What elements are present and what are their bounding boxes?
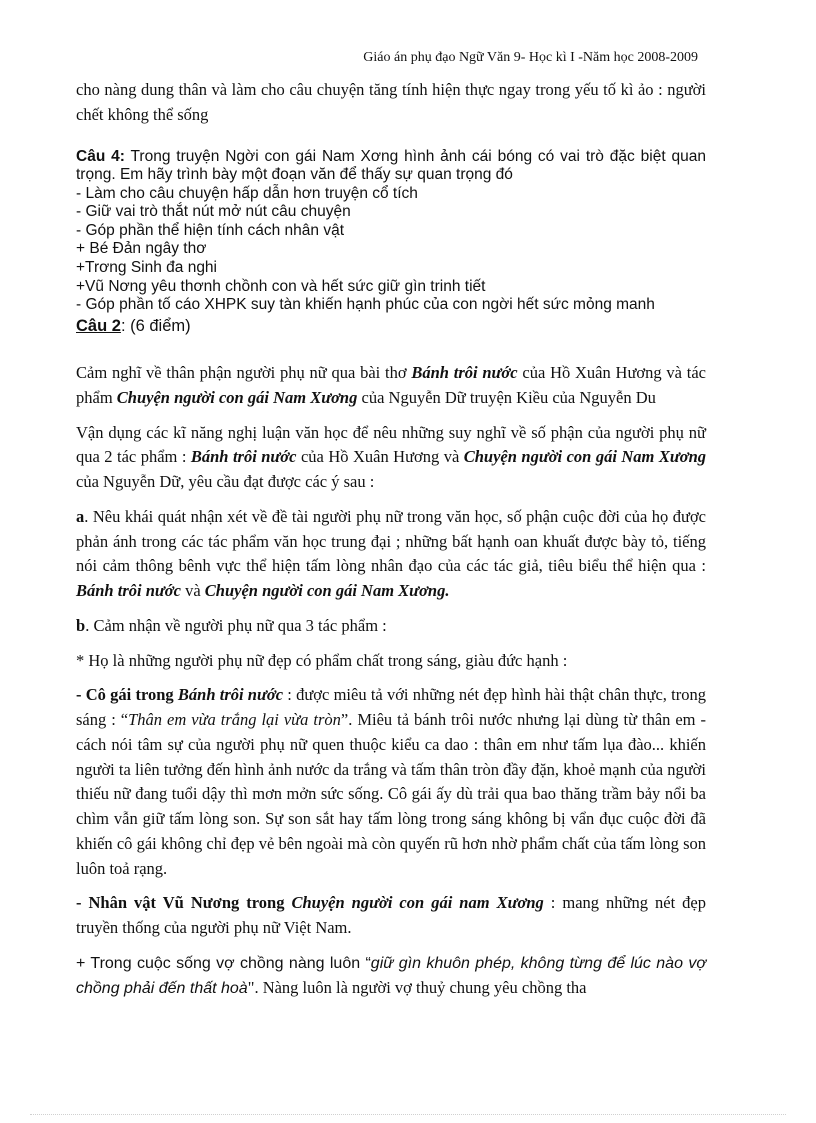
part-a-text: và (180, 581, 205, 601)
work-title: Bánh trôi nước (411, 363, 518, 383)
page-header: Giáo án phụ đạo Ngữ Văn 9- Học kì I -Năm học 2008-2009 (363, 50, 698, 65)
guide-text: của Hồ Xuân Hương và (296, 447, 464, 467)
question-2-points: : (6 điểm) (120, 316, 191, 335)
paragraph-text: ". Nàng luôn là người vợ thuỷ chung yêu chồng tha (247, 977, 587, 997)
work-title: Chuyện người con gái Nam Xương. (204, 581, 450, 601)
question-4-item: - Góp phần tố cáo XHPK suy tàn khiến hạnh phúc của con ngời hết sức mỏng manh (76, 296, 655, 314)
question-4-item: + Bé Đản ngây thơ (76, 240, 207, 258)
guide-text: của Nguyễn Dữ, yêu cầu đạt được các ý sau : (76, 472, 375, 492)
question-4-prompt (76, 148, 706, 185)
question-4-item: +Trơng Sinh đa nghi (76, 259, 217, 277)
guide-text: Vận dụng các kĩ năng nghị luận văn học để nêu những suy nghĩ về số phận của người phụ nữ qua 2 tác phẩm : (76, 422, 706, 467)
part-b-text: . Cảm nhận về người phụ nữ qua 3 tác phẩm : (85, 615, 387, 635)
question-4-item: - Làm cho câu chuyện hấp dẫn hơn truyện cổ tích (76, 184, 418, 202)
work-title: Chuyện người con gái Nam Xương (463, 447, 707, 467)
paragraph-text: + Trong cuộc sống vợ chồng nàng luôn “ (76, 954, 371, 972)
part-b-label: b (76, 615, 86, 635)
bullet-lead: - Nhân vật Vũ Nương trong (76, 893, 292, 913)
part-b-paragraph (76, 614, 706, 639)
topic-text: của Nguyễn Dữ truyện Kiều của Nguyễn Du (357, 387, 656, 407)
last-paragraph (76, 951, 706, 1001)
paragraph-text: : mang những nét đẹp truyền thống của người phụ nữ Việt Nam. (76, 893, 706, 938)
work-title: Chuyện người con gái nam Xương (291, 893, 544, 913)
star-paragraph: * Họ là những người phụ nữ đẹp có phẩm chất trong sáng, giàu đức hạnh : (76, 650, 568, 670)
work-title: Chuyện người con gái Nam Xương (116, 387, 358, 407)
part-a-paragraph (76, 505, 706, 604)
quote-text: Thân em vừa trắng lại vừa tròn (128, 710, 341, 730)
work-title: Bánh trôi nước (177, 685, 284, 705)
paragraph-text: ”. Miêu tả bánh trôi nước nhưng lại dùng từ thân em - cách nói tâm sự của người phụ nữ quen thuộc kiểu ca dao : thân em như tấm lụa đào... khiến người ta liên tưởng đến hình ảnh nước da trắng và tấm thân tròn đầy đặn, khoẻ mạnh của người thiếu nữ đang tuổi dậy thì mơn mởn sức sống. Cô gái ấy dù trải qua bao thăng trầm bảy nổi ba chìm vẫn giữ tấm lòng son. Sự son sắt hay tấm lòng trong sáng không bị vẩn đục cuộc đời đã khiến cô gái không chỉ đẹp vẻ bên ngoài mà còn quyến rũ hơn nhờ phẩm chất của tấm lòng son luôn toả rạng. (76, 710, 706, 878)
work-title: Bánh trôi nước (190, 447, 297, 467)
part-a-text: . Nêu khái quát nhận xét về đề tài người phụ nữ trong văn học, số phận cuộc đời của họ được phản ánh trong các tác phẩm văn học trung đại ; những bất hạnh oan khuất được bày tỏ, tiếng nói cảm thông bênh vực thể hiện tấm lòng nhân đạo của các tác giả, tiêu biểu thể hiện qua : (76, 506, 706, 576)
topic-text: Cảm nghĩ về thân phận người phụ nữ qua bài thơ (76, 363, 412, 383)
guide-paragraph (76, 421, 706, 495)
question-2-heading (76, 315, 706, 337)
question-2-label: Câu 2 (76, 316, 121, 335)
work-title: Bánh trôi nước (76, 581, 181, 601)
intro-paragraph: cho nàng dung thân và làm cho câu chuyện tăng tính hiện thực ngay trong yếu tố kì ảo : người chết không thể sống (76, 80, 706, 124)
topic-text: của Hồ Xuân Hương và tác phẩm (76, 363, 706, 407)
question-4-label: Câu 4: (76, 147, 125, 165)
topic-paragraph (76, 361, 706, 411)
part-a-label: a (76, 506, 85, 526)
question-4-text: Trong truyện Ngời con gái Nam Xơng hình ảnh cái bóng có vai trò đặc biệt quan trọng. Em hãy trình bày một đoạn văn để thấy sự quan trọng đó (76, 147, 706, 184)
question-4-item: +Vũ Nơng yêu thơnh chồnh con và hết sức giữ gìn trinh tiết (76, 277, 486, 295)
question-4-item: - Giữ vai trò thắt nút mở nút câu chuyện (76, 203, 351, 221)
question-4-item: - Góp phần thể hiện tính cách nhân vật (76, 221, 344, 239)
page-bottom-divider (30, 1114, 786, 1115)
question-4-block (76, 148, 706, 315)
vu-nuong-paragraph (76, 891, 706, 941)
banh-troi-paragraph (76, 683, 706, 881)
quote-text: giữ gìn khuôn phép, không từng để lúc nào vợ chồng phải đến thất hoà (76, 954, 706, 997)
bullet-lead: - Cô gái trong (76, 685, 178, 705)
paragraph-text: : được miêu tả với những nét đẹp hình hài thật chân thực, trong sáng : “ (76, 685, 706, 730)
